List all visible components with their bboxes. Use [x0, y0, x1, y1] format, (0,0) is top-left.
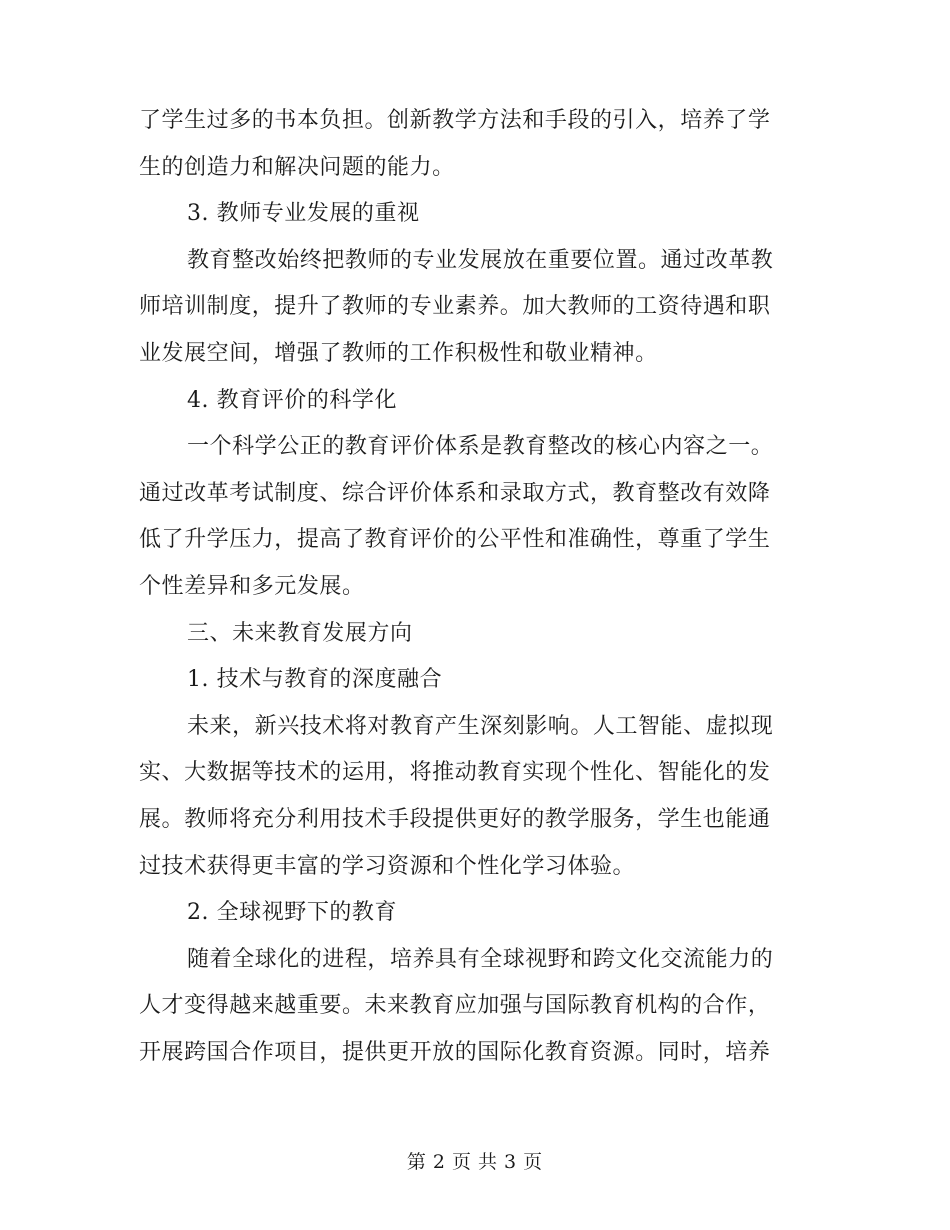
text-line: 业发展空间，增强了教师的工作积极性和敬业精神。	[139, 340, 658, 366]
page-prefix: 第	[406, 1151, 427, 1173]
document-body	[139, 98, 804, 1076]
total-unit: 页	[523, 1151, 544, 1173]
text-line: 个性差异和多元发展。	[139, 573, 365, 599]
page-unit: 页	[451, 1151, 472, 1173]
section-heading: 2. 全球视野下的教育	[187, 900, 398, 926]
chapter-heading: 三、未来教育发展方向	[187, 620, 413, 646]
text-line: 师培训制度，提升了教师的专业素养。加大教师的工资待遇和职	[139, 294, 771, 320]
total-prefix: 共	[478, 1151, 499, 1173]
page-number: 2	[432, 1151, 446, 1173]
section-heading: 1. 技术与教育的深度融合	[187, 667, 443, 693]
total-pages: 3	[504, 1151, 518, 1173]
text-line: 低了升学压力，提高了教育评价的公平性和准确性，尊重了学生	[139, 527, 771, 553]
text-line: 未来，新兴技术将对教育产生深刻影响。人工智能、虚拟现	[187, 713, 774, 739]
section-heading: 4. 教育评价的科学化	[187, 387, 398, 413]
text-line: 实、大数据等技术的运用，将推动教育实现个性化、智能化的发	[139, 760, 771, 786]
text-line: 教育整改始终把教师的专业发展放在重要位置。通过改革教	[187, 247, 774, 273]
text-line: 了学生过多的书本负担。创新教学方法和手段的引入，培养了学	[139, 108, 771, 133]
text-line: 随着全球化的进程，培养具有全球视野和跨文化交流能力的	[187, 946, 774, 972]
text-line: 一个科学公正的教育评价体系是教育整改的核心内容之一。	[187, 434, 774, 460]
text-line: 开展跨国合作项目，提供更开放的国际化教育资源。同时，培养	[139, 1039, 771, 1065]
text-line: 通过改革考试制度、综合评价体系和录取方式，教育整改有效降	[139, 480, 771, 506]
text-line: 展。教师将充分利用技术手段提供更好的教学服务，学生也能通	[139, 806, 771, 832]
section-heading: 3. 教师专业发展的重视	[187, 201, 420, 227]
text-line: 生的创造力和解决问题的能力。	[139, 154, 455, 180]
text-line: 人才变得越来越重要。未来教育应加强与国际教育机构的合作，	[139, 993, 771, 1019]
text-line: 过技术获得更丰富的学习资源和个性化学习体验。	[139, 853, 636, 879]
page-footer	[0, 1147, 950, 1174]
